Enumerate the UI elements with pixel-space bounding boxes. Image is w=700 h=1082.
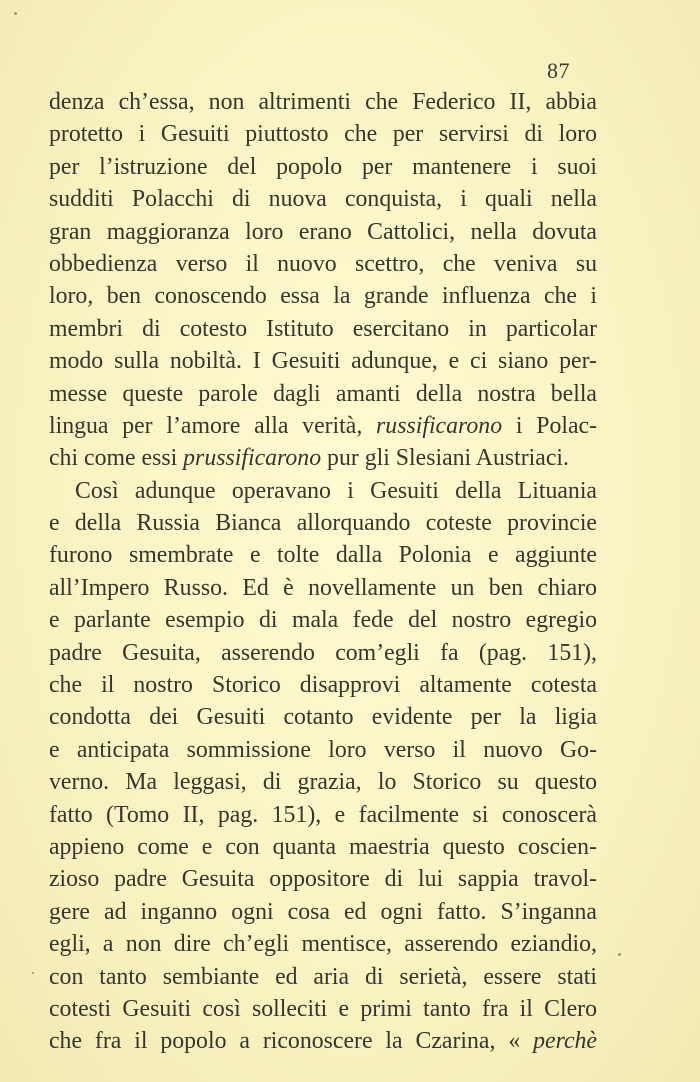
text-run: gere ad inganno ogni cosa ed ogni fatto. S’inganna — [49, 898, 597, 925]
paper-speck — [14, 12, 17, 15]
text-run: all’Impero Russo. Ed è novellamente un ben chiaro — [49, 574, 597, 601]
text-run: e della Russia Bianca allorquando coteste provincie — [49, 510, 597, 537]
text-line — [49, 216, 597, 248]
italic-word: russificarono — [376, 412, 503, 439]
text-run: loro, ben conoscendo essa la grande influenza che i — [49, 283, 597, 310]
text-run: appieno come e con quanta maestria questo coscien- — [49, 833, 597, 860]
text-run: furono smembrate e tolte dalla Polonia e aggiunte — [49, 542, 597, 569]
text-line — [49, 280, 597, 312]
text-run: padre Gesuita, asserendo com’egli fa (pag. 151), — [49, 639, 597, 666]
text-run: modo sulla nobiltà. I Gesuiti adunque, e ci siano per- — [49, 348, 597, 375]
text-run: pur gli Slesiani Austriaci. — [321, 445, 569, 472]
italic-word: prussificarono — [183, 445, 322, 472]
text-run: membri di cotesto Istituto esercitano in particolar — [49, 315, 597, 342]
text-run: cotesti Gesuiti così solleciti e primi tanto fra il Clero — [49, 995, 597, 1022]
text-run: che il nostro Storico disapprovi altamente cotesta — [49, 672, 597, 699]
text-run: con tanto sembiante ed aria di serietà, essere stati — [49, 963, 597, 990]
text-run: obbedienza verso il nuovo scettro, che veniva su — [49, 250, 597, 277]
text-line — [49, 410, 597, 442]
paper-speck — [32, 972, 34, 974]
text-line — [49, 637, 597, 669]
text-line — [49, 799, 597, 831]
text-run: messe queste parole dagli amanti della nostra bella — [49, 380, 597, 407]
text-run: per l’istruzione del popolo per mantenere i suoi — [49, 153, 597, 180]
text-run: che fra il popolo a riconoscere la Czarina, « — [49, 1028, 534, 1055]
text-line — [49, 896, 597, 928]
text-line — [49, 183, 597, 215]
text-line — [49, 442, 597, 474]
text-line — [49, 345, 597, 377]
text-line — [49, 86, 597, 118]
text-line — [49, 863, 597, 895]
text-line — [49, 378, 597, 410]
paper-speck — [618, 953, 621, 956]
text-line — [49, 539, 597, 571]
text-run: denza ch’essa, non altrimenti che Federico II, abbia — [49, 89, 597, 115]
text-run: sudditi Polacchi di nuova conquista, i quali nella — [49, 186, 597, 213]
text-line — [49, 928, 597, 960]
text-run: zioso padre Gesuita oppositore di lui sappia travol- — [49, 866, 597, 893]
text-run: condotta dei Gesuiti cotanto evidente per la ligia — [49, 704, 597, 731]
text-line — [49, 993, 597, 1025]
text-line — [49, 151, 597, 183]
text-run: fatto (Tomo II, pag. 151), e facilmente si conoscerà — [49, 801, 597, 828]
body-text — [49, 86, 597, 1058]
page-number: 87 — [547, 58, 570, 83]
text-line — [49, 961, 597, 993]
text-run: e parlante esempio di mala fede del nostro egregio — [49, 607, 597, 634]
text-run: Così adunque operavano i Gesuiti della Lituania — [75, 477, 597, 504]
text-line — [49, 507, 597, 539]
text-run: verno. Ma leggasi, di grazia, lo Storico su questo — [49, 769, 597, 796]
text-line — [49, 831, 597, 863]
italic-word: perchè — [533, 1028, 597, 1055]
text-line — [49, 604, 597, 636]
text-line — [49, 701, 597, 733]
text-run: chi come essi — [49, 445, 184, 472]
text-line — [49, 734, 597, 766]
text-line — [49, 475, 597, 507]
text-line — [49, 313, 597, 345]
text-line — [49, 669, 597, 701]
text-run: lingua per l’amore alla verità, — [49, 412, 377, 439]
text-line — [49, 572, 597, 604]
text-line — [49, 118, 597, 150]
text-line — [49, 766, 597, 798]
text-run: i Polac- — [502, 412, 597, 439]
text-run: protetto i Gesuiti piuttosto che per servirsi di loro — [49, 121, 597, 148]
text-line — [49, 248, 597, 280]
text-run: e anticipata sommissione loro verso il nuovo Go- — [49, 736, 597, 763]
text-run: egli, a non dire ch’egli mentisce, asserendo eziandio, — [49, 931, 597, 958]
text-run: gran maggioranza loro erano Cattolici, nella dovuta — [49, 218, 597, 245]
text-line — [49, 1025, 597, 1057]
